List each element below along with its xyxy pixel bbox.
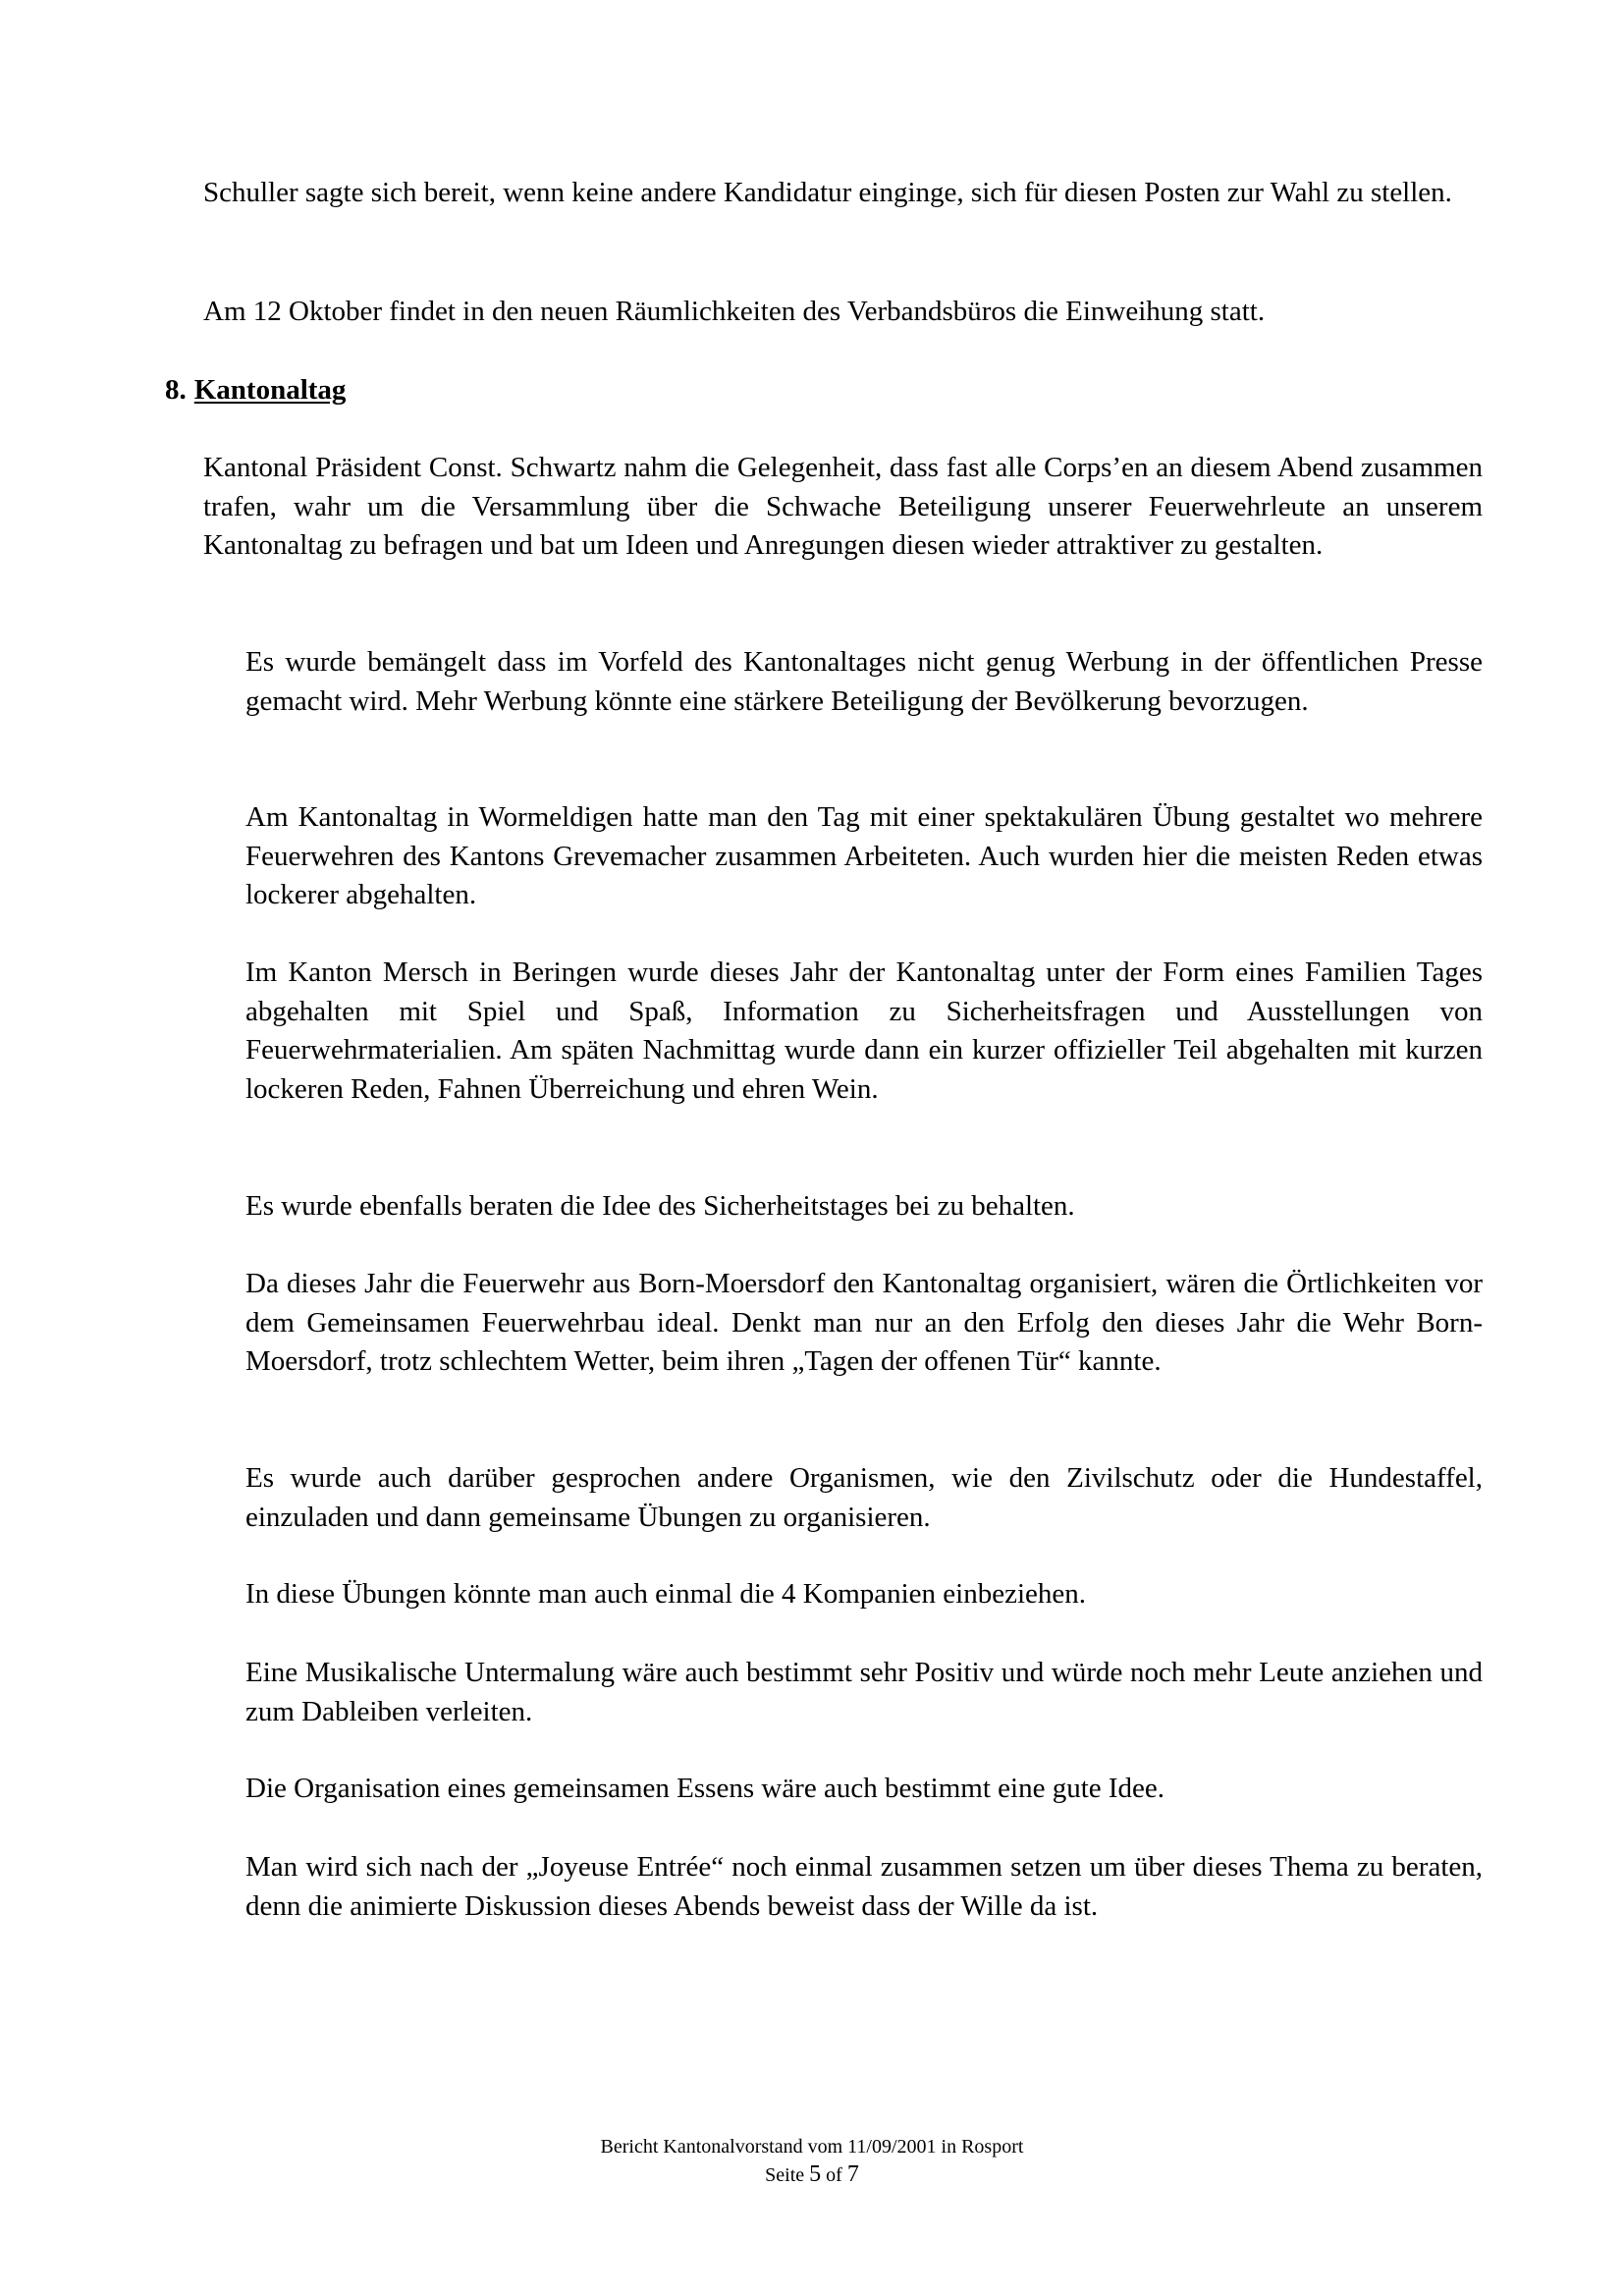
item-kompanien: In diese Übungen könnte man auch einmal die 4 Kompanien einbeziehen. [245, 1578, 1087, 1610]
paragraph-intro: Kantonal Präsident Const. Schwartz nahm die Gelegenheit, dass fast alle Corps’en an diesem Abend zusammen trafen, wahr um die Versammlung über die Schwache Beteiligung unserer Feuerwehrleute an unserem Kantonaltag zu befragen und bat um Ideen und Anregungen diesen wieder attraktiver zu gestalten. [203, 452, 1483, 561]
paragraph-oktober: Am 12 Oktober findet in den neuen Räumlichkeiten des Verbandsbüros die Einweihung statt. [203, 296, 1266, 327]
item-mersch: Im Kanton Mersch in Beringen wurde dieses Jahr der Kantonaltag unter der Form eines Familien Tages abgehalten mit Spiel und Spaß, Information zu Sicherheitsfragen und Ausstellungen von Feuerwehrmaterialien. Am späten Nachmittag wurde dann ein kurzer offizieller Teil abgehalten mit kurzen lockeren Reden, Fahnen Überreichung und ehren Wein. [245, 957, 1483, 1105]
footer-report-text: Bericht Kantonalvorstand vom 11/09/2001 in Rosport [600, 2136, 1024, 2158]
item-essen: Die Organisation eines gemeinsamen Essens wäre auch bestimmt eine gute Idee. [245, 1773, 1165, 1804]
paragraph-schuller: Schuller sagte sich bereit, wenn keine andere Kandidatur einginge, sich für diesen Posten zur Wahl zu stellen. [203, 177, 1452, 208]
page-label: Seite [765, 2164, 805, 2186]
footer-report [0, 2133, 1624, 2160]
page-total: 7 [846, 2161, 859, 2187]
page-current: 5 [809, 2161, 822, 2187]
item-wormeldigen: Am Kantonaltag in Wormeldigen hatte man den Tag mit einer spektakulären Übung gestaltet wo mehrere Feuerwehren des Kantons Grevemacher zusammen Arbeiteten. Auch wurden hier die meisten Reden etwas lockerer abgehalten. [245, 801, 1483, 910]
page-of: of [826, 2164, 842, 2186]
item-werbung: Es wurde bemängelt dass im Vorfeld des Kantonaltages nicht genug Werbung in der öffentlichen Presse gemacht wird. Mehr Werbung könnte eine stärkere Beteiligung der Bevölkerung bevorzugen. [245, 646, 1483, 717]
footer-page-number [0, 2160, 1624, 2189]
section-number: 8. [165, 374, 187, 406]
item-organismen: Es wurde auch darüber gesprochen andere Organismen, wie den Zivilschutz oder die Hundestaffel, einzuladen und dann gemeinsame Übungen zu organisieren. [245, 1462, 1483, 1533]
item-joyeuse-entree: Man wird sich nach der „Joyeuse Entrée“ noch einmal zusammen setzen um über dieses Thema zu beraten, denn die animierte Diskussion dieses Abends beweist dass der Wille da ist. [245, 1851, 1483, 1922]
item-musik: Eine Musikalische Untermalung wäre auch bestimmt sehr Positiv und würde noch mehr Leute anziehen und zum Dableiben verleiten. [245, 1657, 1483, 1727]
section-title: Kantonaltag [193, 374, 347, 406]
section-heading [165, 371, 346, 410]
item-born-moersdorf: Da dieses Jahr die Feuerwehr aus Born-Moersdorf den Kantonaltag organisiert, wären die Örtlichkeiten vor dem Gemeinsamen Feuerwehrbau ideal. Denkt man nur an den Erfolg den dieses Jahr die Wehr Born-Moersdorf, trotz schlechtem Wetter, beim ihren „Tagen der offenen Tür“ kannte. [245, 1268, 1483, 1377]
item-sicherheitstag: Es wurde ebenfalls beraten die Idee des Sicherheitstages bei zu behalten. [245, 1190, 1075, 1222]
